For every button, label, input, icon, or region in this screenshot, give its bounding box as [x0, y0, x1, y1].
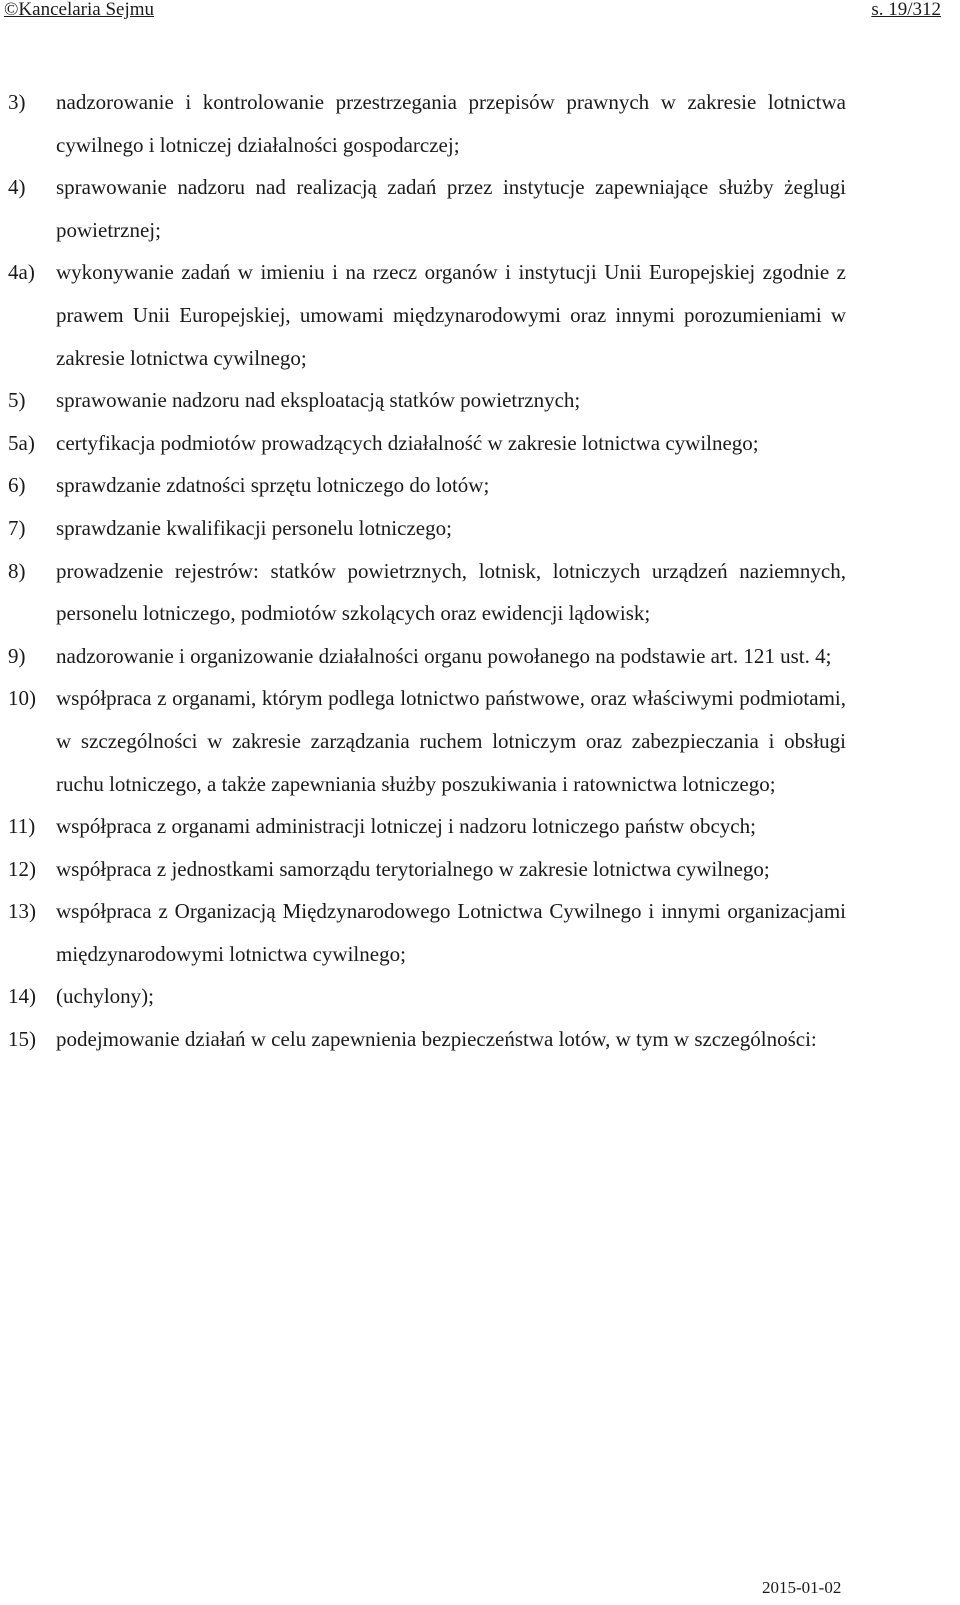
list-item: [8, 848, 846, 891]
list-item: [8, 890, 846, 975]
item-text: sprawowanie nadzoru nad realizacją zadań przez instytucje zapewniające służby żeglugi powietrznej;: [56, 175, 846, 242]
item-text: nadzorowanie i kontrolowanie przestrzegania przepisów prawnych w zakresie lotnictwa cywilnego i lotniczej działalności gospodarczej;: [56, 90, 846, 157]
list-item: [8, 379, 846, 422]
item-number: 12): [8, 856, 36, 881]
item-text: nadzorowanie i organizowanie działalności organu powołanego na podstawie art. 121 ust. 4;: [56, 643, 832, 668]
item-number: 5a): [8, 430, 35, 455]
item-number: 10): [8, 686, 36, 711]
item-text: sprawowanie nadzoru nad eksploatacją statków powietrznych;: [56, 388, 581, 413]
item-number: 6): [8, 473, 26, 498]
list-item: [8, 677, 846, 805]
item-number: 4a): [8, 260, 35, 285]
item-number: 8): [8, 558, 26, 583]
item-text: prowadzenie rejestrów: statków powietrznych, lotnisk, lotniczych urządzeń naziemnych, personelu lotniczego, podmiotów szkolących oraz ewidencji lądowisk;: [56, 558, 846, 626]
item-text: sprawdzanie kwalifikacji personelu lotniczego;: [56, 515, 452, 540]
document-date: 2015-01-02: [762, 1578, 842, 1597]
page-number: s. 19/312: [871, 0, 941, 20]
item-number: 13): [8, 899, 36, 924]
page-header: [4, 0, 941, 21]
item-text: certyfikacja podmiotów prowadzących działalność w zakresie lotnictwa cywilnego;: [56, 430, 759, 455]
list-item: [8, 635, 846, 678]
item-number: 4): [8, 175, 26, 200]
item-text: współpraca z jednostkami samorządu terytorialnego w zakresie lotnictwa cywilnego;: [56, 856, 770, 881]
item-number: 5): [8, 388, 26, 413]
item-number: 9): [8, 643, 26, 668]
list-item: [8, 550, 846, 635]
list-item: [8, 422, 846, 465]
item-number: 15): [8, 1027, 36, 1052]
list-item: [8, 507, 846, 550]
item-number: 7): [8, 515, 26, 540]
list-item: [8, 464, 846, 507]
list-item: [8, 1018, 846, 1061]
list-item: [8, 975, 846, 1018]
item-text: wykonywanie zadań w imieniu i na rzecz organów i instytucji Unii Europejskiej zgodnie z prawem Unii Europejskiej, umowami międzynarodowymi oraz innymi porozumieniami w zakresie lotnictwa cywilnego;: [56, 260, 846, 370]
item-number: 11): [8, 814, 36, 839]
list-item: [8, 805, 846, 848]
item-text: podejmowanie działań w celu zapewnienia bezpieczeństwa lotów, w tym w szczególności:: [56, 1027, 817, 1052]
item-text: sprawdzanie zdatności sprzętu lotniczego do lotów;: [56, 473, 490, 498]
document-body: [8, 81, 846, 1061]
item-text: (uchylony);: [56, 984, 154, 1009]
item-number: 14): [8, 984, 36, 1009]
list-item: [8, 81, 846, 166]
item-text: współpraca z Organizacją Międzynarodowego Lotnictwa Cywilnego i innymi organizacjami międzynarodowymi lotnictwa cywilnego;: [56, 899, 846, 966]
list-item: [8, 166, 846, 251]
item-text: współpraca z organami, którym podlega lotnictwo państwowe, oraz właściwymi podmiotami, w szczególności w zakresie zarządzania ruchem lotniczym oraz zabezpieczania i obsługi ruchu lotniczego, a także zapewniania służby poszukiwania i ratownictwa lotniczego;: [56, 686, 846, 796]
item-text: współpraca z organami administracji lotniczej i nadzoru lotniczego państw obcych;: [56, 814, 756, 839]
copyright-label: ©Kancelaria Sejmu: [4, 0, 155, 20]
list-item: [8, 251, 846, 379]
item-number: 3): [8, 90, 26, 114]
